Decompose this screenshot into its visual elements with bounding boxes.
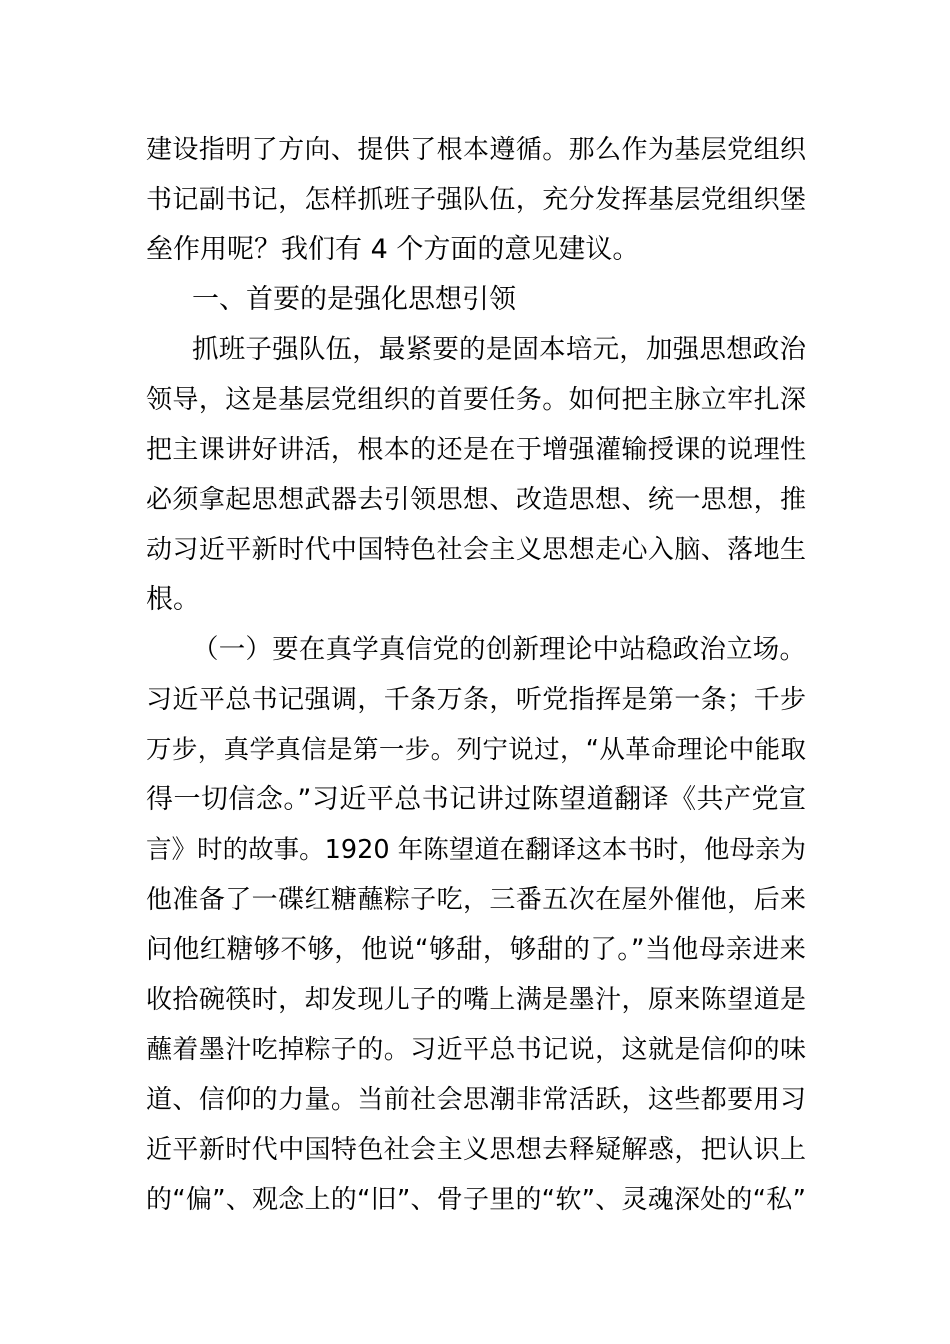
text-line: 习近平总书记强调，千条万条，听党指挥是第一条；千步 xyxy=(146,685,806,715)
text-line: 蘸着墨汁吃掉粽子的。习近平总书记说，这就是信仰的味 xyxy=(146,1035,806,1065)
text-line: 动习近平新时代中国特色社会主义思想走心入脑、落地生 xyxy=(146,535,806,565)
subsection-heading: （一）要在真学真信党的创新理论中站稳政治立场。 xyxy=(192,634,806,665)
text-line: 建设指明了方向、提供了根本遵循。那么作为基层党组织 xyxy=(146,135,806,165)
text-line: 他准备了一碟红糖蘸粽子吃，三番五次在屋外催他，后来 xyxy=(146,885,806,915)
text-line: 近平新时代中国特色社会主义思想去释疑解惑，把认识上 xyxy=(146,1135,806,1165)
text-line: 道、信仰的力量。当前社会思潮非常活跃，这些都要用习 xyxy=(146,1085,806,1115)
text-line: 的“偏”、观念上的“旧”、骨子里的“软”、灵魂深处的“私” xyxy=(146,1185,806,1215)
text-line: 书记副书记，怎样抓班子强队伍，充分发挥基层党组织堡 xyxy=(146,185,806,215)
text-line: 言》时的故事。1920 年陈望道在翻译这本书时，他母亲为 xyxy=(146,835,806,865)
text-line: 领导，这是基层党组织的首要任务。如何把主脉立牢扎深 xyxy=(146,385,806,415)
text-line: 问他红糖够不够，他说“够甜，够甜的了。”当他母亲进来 xyxy=(146,934,806,965)
section-heading: 一、首要的是强化思想引领 xyxy=(192,284,516,315)
text-line: 必须拿起思想武器去引领思想、改造思想、统一思想，推 xyxy=(146,485,806,515)
text-line: 收拾碗筷时，却发现儿子的嘴上满是墨汁，原来陈望道是 xyxy=(146,985,806,1015)
text-line: 万步，真学真信是第一步。列宁说过，“从革命理论中能取 xyxy=(146,735,806,765)
text-line: 把主课讲好讲活，根本的还是在于增强灌输授课的说理性 xyxy=(146,435,806,465)
text-line: 根。 xyxy=(146,584,200,615)
text-line: 得一切信念。”习近平总书记讲过陈望道翻译《共产党宣 xyxy=(146,784,806,815)
text-line: 垒作用呢？我们有 4 个方面的意见建议。 xyxy=(146,234,640,265)
text-line: 抓班子强队伍，最紧要的是固本培元，加强思想政治 xyxy=(192,334,806,365)
